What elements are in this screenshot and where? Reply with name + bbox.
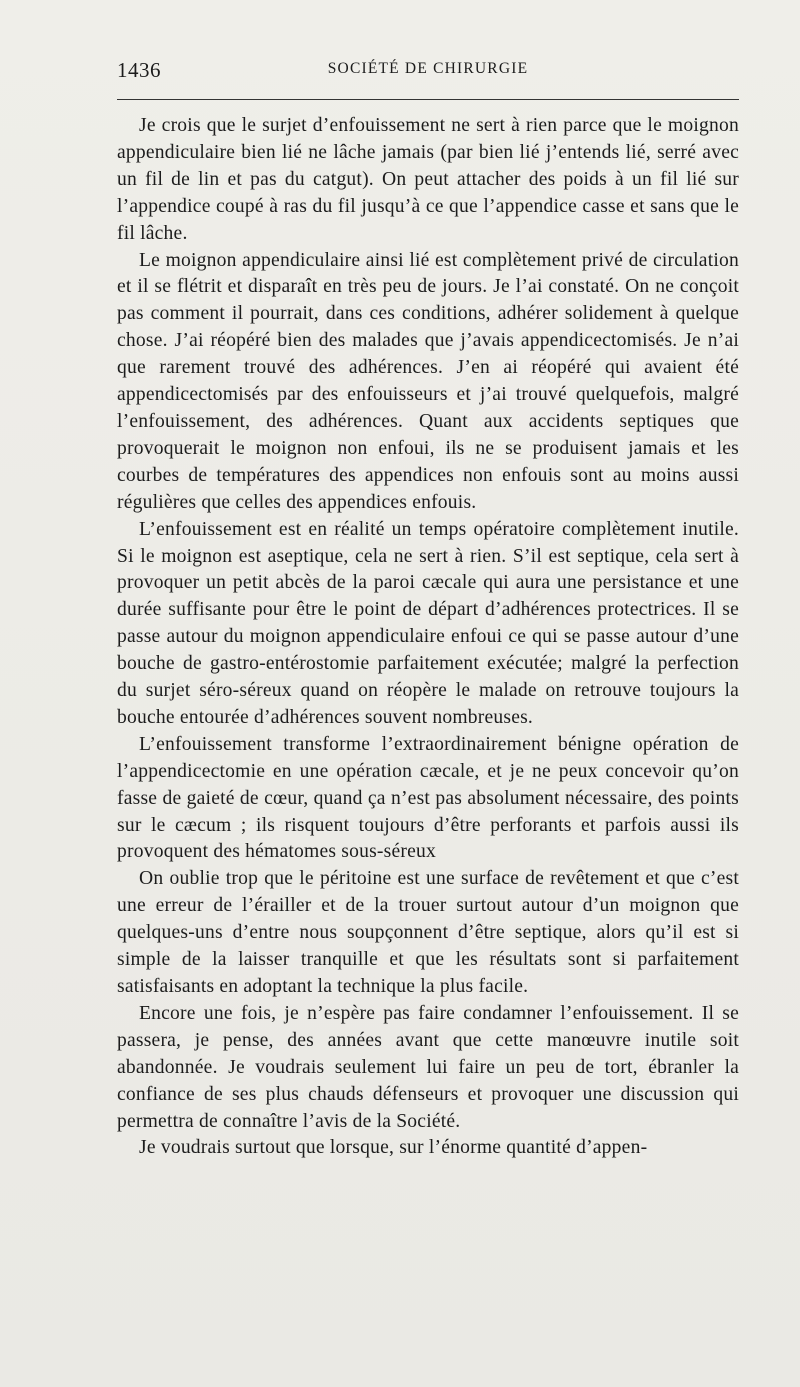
header-rule — [117, 99, 739, 100]
paragraph: On oublie trop que le péritoine est une surface de revêtement et que c’est une erreur de l’érailler et de la trouer surtout autour d’un moignon que quelques-uns d’entre nous soupçonnent d’être septique, alors qu’il est si simple de la laisser tranquille et que les résultats sont si parfaitement satisfaisants en adoptant la technique la plus facile. — [117, 868, 739, 997]
paragraph: Je crois que le surjet d’enfouissement ne sert à rien parce que le moignon appendiculaire bien lié ne lâche jamais (par bien lié j’entends lié, serré avec un fil de lin et pas du catgut). On peut attacher des poids à un fil lié sur l’appendice coupé à ras du fil jusqu’à ce que l’appendice casse et sans que le fil lâche. — [117, 115, 739, 244]
page-header — [117, 58, 739, 84]
paragraph: Le moignon appendiculaire ainsi lié est complètement privé de circulation et il se flétrit et disparaît en très peu de jours. Je l’ai constaté. On ne conçoit pas comment il pourrait, dans ces conditions, adhérer solidement à quelque chose. J’ai réopéré bien des malades que j’avais appendicectomisés. Je n’ai que rarement trouvé des adhérences. J’en ai réopéré qui avaient été appendicectomisés par des enfouisseurs et j’ai trouvé quelquefois, malgré l’enfouissement, des adhérences. Quant aux accidents septiques que provoquerait le moignon non enfoui, ils ne se produisent jamais et les courbes de températures des appendices non enfouis sont au moins aussi régulières que celles des appendices enfouis. — [117, 249, 739, 513]
paragraph: Je voudrais surtout que lorsque, sur l’énorme quantité d’appen- — [139, 1137, 648, 1159]
paragraph: L’enfouissement transforme l’extraordinairement bénigne opération de l’appendicectomie en une opération cæcale, et je ne peux concevoir qu’on fasse de gaieté de cœur, quand ça n’est pas absolument nécessaire, des points sur le cæcum ; ils risquent toujours d’être perforants et parfois aussi ils provoquent des hématomes sous-séreux — [117, 733, 739, 863]
running-head: SOCIÉTÉ DE CHIRURGIE — [327, 60, 529, 77]
page-number: 1436 — [117, 58, 161, 82]
paragraph: L’enfouissement est en réalité un temps opératoire complètement inutile. Si le moignon est aseptique, cela ne sert à rien. S’il est septique, cela sert à provoquer un petit abcès de la paroi cæcale qui aura une persistance et une durée suffisante pour être le point de départ d’adhérences protectrices. Il se passe autour du moignon appendiculaire enfoui ce qui se passe autour d’une bouche de gastro-entérostomie parfaitement exécutée; malgré la perfection du surjet séro-séreux quand on réopère le malade on retrouve toujours la bouche entourée d’adhérences souvent nombreuses. — [117, 518, 739, 728]
body-text — [117, 113, 739, 1162]
paragraph: Encore une fois, je n’espère pas faire condamner l’enfouissement. Il se passera, je pense, des années avant que cette manœuvre inutile soit abandonnée. Je voudrais seulement lui faire un peu de tort, ébranler la confiance de ses plus chauds défenseurs et provoquer une discussion qui permettra de connaître l’avis de la Société. — [117, 1002, 739, 1132]
